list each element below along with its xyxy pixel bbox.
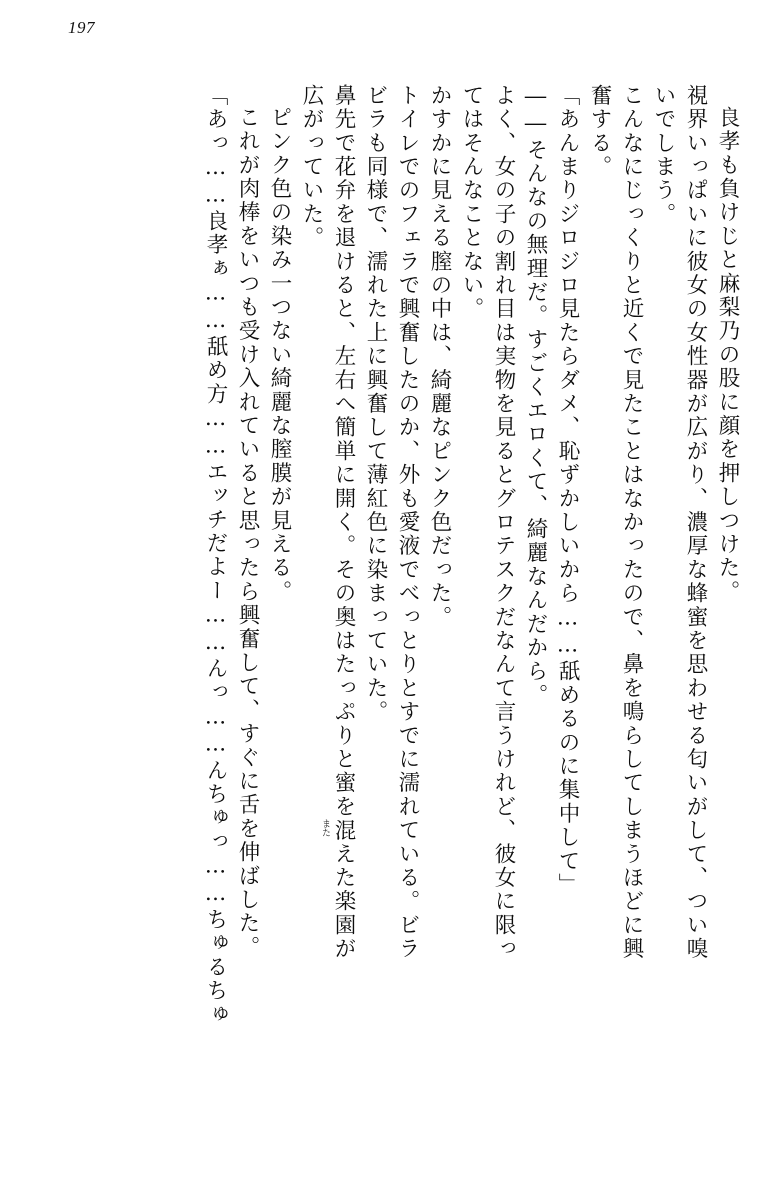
text-line: ――そんなの無理だ。すごくエロくて、綺麗なんだから。 (523, 84, 548, 708)
text-line: 広がっていた。 (299, 84, 324, 250)
page-number: 197 (68, 18, 95, 37)
text-line: かすかに見える膣の中は、綺麗なピンク色だった。 (427, 84, 452, 630)
text-line: 鼻先で花弁を退けると、左右へ簡単に開く。その奥はたっぷりと蜜を混 また えた楽園が (320, 84, 356, 961)
text-line: ビラも同様で、濡れた上に興奮して薄紅色に染まっていた。 (363, 84, 388, 724)
text-line: 「あっ……良孝ぁ……舐め方……エッチだよー……んっ……んちゅっ……ちゅるちゅ (203, 84, 228, 1027)
ruby-base: 混 また (320, 818, 356, 843)
text-line: ピンク色の染み一つない綺麗な膣膜が見える。 (267, 106, 292, 604)
text-line: 奮する。 (587, 84, 612, 179)
text-line: よく、女の子の割れ目は実物を見るとグロテスクだなんて言うけれど、彼女に限っ (491, 84, 516, 961)
vertical-text-block (34, 84, 738, 1174)
text-line: トイレでのフェラで興奮したのか、外も愛液でべっとりとすでに濡れている。ビラ (395, 84, 420, 961)
text-line: てはそんなことない。 (459, 84, 484, 321)
text-line: いでしまう。 (651, 84, 676, 227)
ruby-reading: また (320, 818, 330, 837)
text-line: 視界いっぱいに彼女の女性器が広がり、濃厚な蜂蜜を思わせる匂いがして、つい嗅 (683, 84, 708, 961)
text-line: これが肉棒をいつも受け入れていると思ったら興奮して、すぐに舌を伸ばした。 (235, 106, 260, 960)
text-line: 「あんまりジロジロ見たらダメ、恥ずかしいから……舐めるのに集中して」 (555, 84, 580, 897)
text-line: こんなにじっくりと近くで見たことはなかったので、鼻を鳴らしてしまうほどに興 (619, 84, 644, 961)
text-line: 良孝も負けじと麻梨乃の股に顔を押しつけた。 (715, 106, 740, 604)
